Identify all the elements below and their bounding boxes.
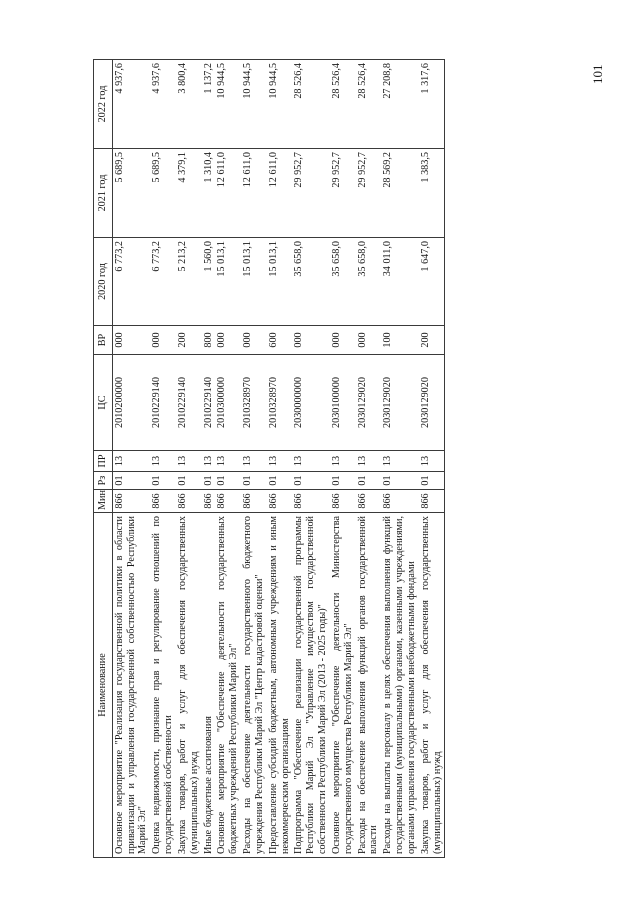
table-row	[381, 60, 418, 858]
cell-cs: 2010300000	[215, 355, 241, 451]
cell-pr: 13	[267, 451, 293, 472]
cell-pr: 13	[150, 451, 176, 472]
cell-y2020: 6 773,2	[112, 238, 150, 326]
cell-min: 866	[176, 490, 202, 513]
cell-pr: 13	[202, 451, 216, 472]
cell-vr: 000	[330, 326, 356, 355]
header-row	[94, 60, 113, 858]
cell-cs: 2010328970	[241, 355, 267, 451]
cell-y2022: 4 937,6	[112, 60, 150, 149]
cell-name: Оценка недвижимости, признание прав и регулирование отношений по государственной собственности	[150, 513, 176, 858]
cell-name: Закупка товаров, работ и услуг для обеспечения государственных (муниципальных) нужд	[419, 513, 445, 858]
cell-min: 866	[202, 490, 216, 513]
cell-rz: 01	[150, 472, 176, 490]
cell-y2022: 28 526,4	[292, 60, 329, 149]
table-row	[215, 60, 241, 858]
cell-y2021: 5 689,5	[112, 149, 150, 238]
cell-name: Подпрограмма "Обеспечение реализации государственной программы Республики Марий Эл "Управление имуществом государственной собственности Республики Марий Эл (2013 - 2025 годы)"	[292, 513, 329, 858]
cell-name: Предоставление субсидий бюджетным, автономным учреждениям и иным некоммерческим организациям	[267, 513, 293, 858]
column-header-cs: ЦС	[94, 355, 113, 451]
cell-rz: 01	[241, 472, 267, 490]
cell-y2020: 5 213,2	[176, 238, 202, 326]
cell-vr: 100	[381, 326, 418, 355]
cell-pr: 13	[292, 451, 329, 472]
cell-y2020: 35 658,0	[356, 238, 382, 326]
cell-vr: 800	[202, 326, 216, 355]
cell-y2021: 1 310,4	[202, 149, 216, 238]
cell-vr: 000	[150, 326, 176, 355]
cell-y2022: 3 800,4	[176, 60, 202, 149]
cell-y2021: 28 569,2	[381, 149, 418, 238]
cell-name: Закупка товаров, работ и услуг для обеспечения государственных (муниципальных) нужд	[176, 513, 202, 858]
cell-y2020: 15 013,1	[267, 238, 293, 326]
table-row	[330, 60, 356, 858]
cell-pr: 13	[112, 451, 150, 472]
column-header-y2022: 2022 год	[94, 60, 113, 149]
column-header-rz: Рз	[94, 472, 113, 490]
cell-cs: 2030129020	[419, 355, 445, 451]
cell-rz: 01	[215, 472, 241, 490]
table-row	[150, 60, 176, 858]
cell-vr: 000	[241, 326, 267, 355]
cell-pr: 13	[176, 451, 202, 472]
cell-y2022: 28 526,4	[356, 60, 382, 149]
cell-pr: 13	[356, 451, 382, 472]
cell-rz: 01	[330, 472, 356, 490]
cell-y2022: 28 526,4	[330, 60, 356, 149]
cell-rz: 01	[176, 472, 202, 490]
rotated-page-content	[93, 60, 563, 858]
cell-cs: 2010229140	[150, 355, 176, 451]
cell-name: Расходы на обеспечение деятельности государственного бюджетного учреждения Республики Марий Эл "Центр кадастровой оценки"	[241, 513, 267, 858]
cell-y2021: 29 952,7	[356, 149, 382, 238]
cell-min: 866	[215, 490, 241, 513]
cell-cs: 2010328970	[267, 355, 293, 451]
table-row	[356, 60, 382, 858]
cell-cs: 2010200000	[112, 355, 150, 451]
cell-name: Расходы на обеспечение выполнения функций органов государственной власти	[356, 513, 382, 858]
cell-y2021: 5 689,5	[150, 149, 176, 238]
cell-y2020: 35 658,0	[330, 238, 356, 326]
cell-cs: 2030129020	[381, 355, 418, 451]
cell-name: Основное мероприятие "Обеспечение деятельности Министерства государственного имущества Республики Марий Эл"	[330, 513, 356, 858]
cell-y2020: 1 647,0	[419, 238, 445, 326]
cell-pr: 13	[215, 451, 241, 472]
cell-y2022: 1 317,6	[419, 60, 445, 149]
cell-min: 866	[330, 490, 356, 513]
cell-y2022: 10 944,5	[215, 60, 241, 149]
cell-min: 866	[241, 490, 267, 513]
cell-cs: 2030129020	[356, 355, 382, 451]
cell-pr: 13	[419, 451, 445, 472]
cell-y2022: 10 944,5	[267, 60, 293, 149]
cell-y2022: 1 137,2	[202, 60, 216, 149]
cell-min: 866	[292, 490, 329, 513]
cell-vr: 000	[356, 326, 382, 355]
cell-name: Основное мероприятие "Обеспечение деятельности государственных бюджетных учреждений Республики Марий Эл"	[215, 513, 241, 858]
cell-y2022: 4 937,6	[150, 60, 176, 149]
column-header-name: Наименование	[94, 513, 113, 858]
cell-rz: 01	[112, 472, 150, 490]
cell-y2021: 1 383,5	[419, 149, 445, 238]
cell-rz: 01	[292, 472, 329, 490]
cell-y2022: 27 208,8	[381, 60, 418, 149]
page-number: 101	[590, 64, 605, 84]
cell-min: 866	[150, 490, 176, 513]
cell-vr: 000	[292, 326, 329, 355]
table-row	[241, 60, 267, 858]
cell-y2021: 12 611,0	[241, 149, 267, 238]
cell-vr: 000	[215, 326, 241, 355]
cell-y2020: 34 011,0	[381, 238, 418, 326]
cell-y2021: 29 952,7	[330, 149, 356, 238]
cell-name: Основное мероприятие "Реализация государственной политики в области приватизации и управления государственной собственностью Республики Марий Эл"	[112, 513, 150, 858]
table-row	[419, 60, 445, 858]
cell-rz: 01	[381, 472, 418, 490]
cell-y2020: 1 560,0	[202, 238, 216, 326]
cell-min: 866	[112, 490, 150, 513]
cell-pr: 13	[330, 451, 356, 472]
table-header	[94, 60, 113, 858]
cell-y2020: 15 013,1	[215, 238, 241, 326]
cell-pr: 13	[381, 451, 418, 472]
cell-vr: 200	[176, 326, 202, 355]
cell-vr: 200	[419, 326, 445, 355]
cell-y2021: 29 952,7	[292, 149, 329, 238]
cell-name: Иные бюджетные ассигнования	[202, 513, 216, 858]
column-header-pr: ПР	[94, 451, 113, 472]
cell-min: 866	[419, 490, 445, 513]
cell-cs: 2030000000	[292, 355, 329, 451]
cell-vr: 000	[112, 326, 150, 355]
cell-vr: 600	[267, 326, 293, 355]
cell-rz: 01	[419, 472, 445, 490]
cell-y2021: 12 611,0	[215, 149, 241, 238]
cell-y2020: 15 013,1	[241, 238, 267, 326]
cell-min: 866	[267, 490, 293, 513]
column-header-min: Мин	[94, 490, 113, 513]
cell-cs: 2010229140	[202, 355, 216, 451]
column-header-vr: ВР	[94, 326, 113, 355]
table-body	[112, 60, 445, 858]
cell-rz: 01	[202, 472, 216, 490]
cell-y2021: 4 379,1	[176, 149, 202, 238]
cell-cs: 2010229140	[176, 355, 202, 451]
cell-rz: 01	[356, 472, 382, 490]
cell-y2020: 6 773,2	[150, 238, 176, 326]
cell-min: 866	[381, 490, 418, 513]
table-row	[267, 60, 293, 858]
table-row	[112, 60, 150, 858]
cell-rz: 01	[267, 472, 293, 490]
column-header-y2020: 2020 год	[94, 238, 113, 326]
cell-cs: 2030100000	[330, 355, 356, 451]
table-row	[176, 60, 202, 858]
cell-y2022: 10 944,5	[241, 60, 267, 149]
cell-name: Расходы на выплаты персоналу в целях обеспечения выполнения функций государственными (муниципальными) органами, казенными учреждениями, органами управления государственными внебюджетными фондами	[381, 513, 418, 858]
cell-y2021: 12 611,0	[267, 149, 293, 238]
budget-table	[93, 59, 445, 858]
cell-y2020: 35 658,0	[292, 238, 329, 326]
cell-min: 866	[356, 490, 382, 513]
table-row	[292, 60, 329, 858]
table-row	[202, 60, 216, 858]
column-header-y2021: 2021 год	[94, 149, 113, 238]
cell-pr: 13	[241, 451, 267, 472]
